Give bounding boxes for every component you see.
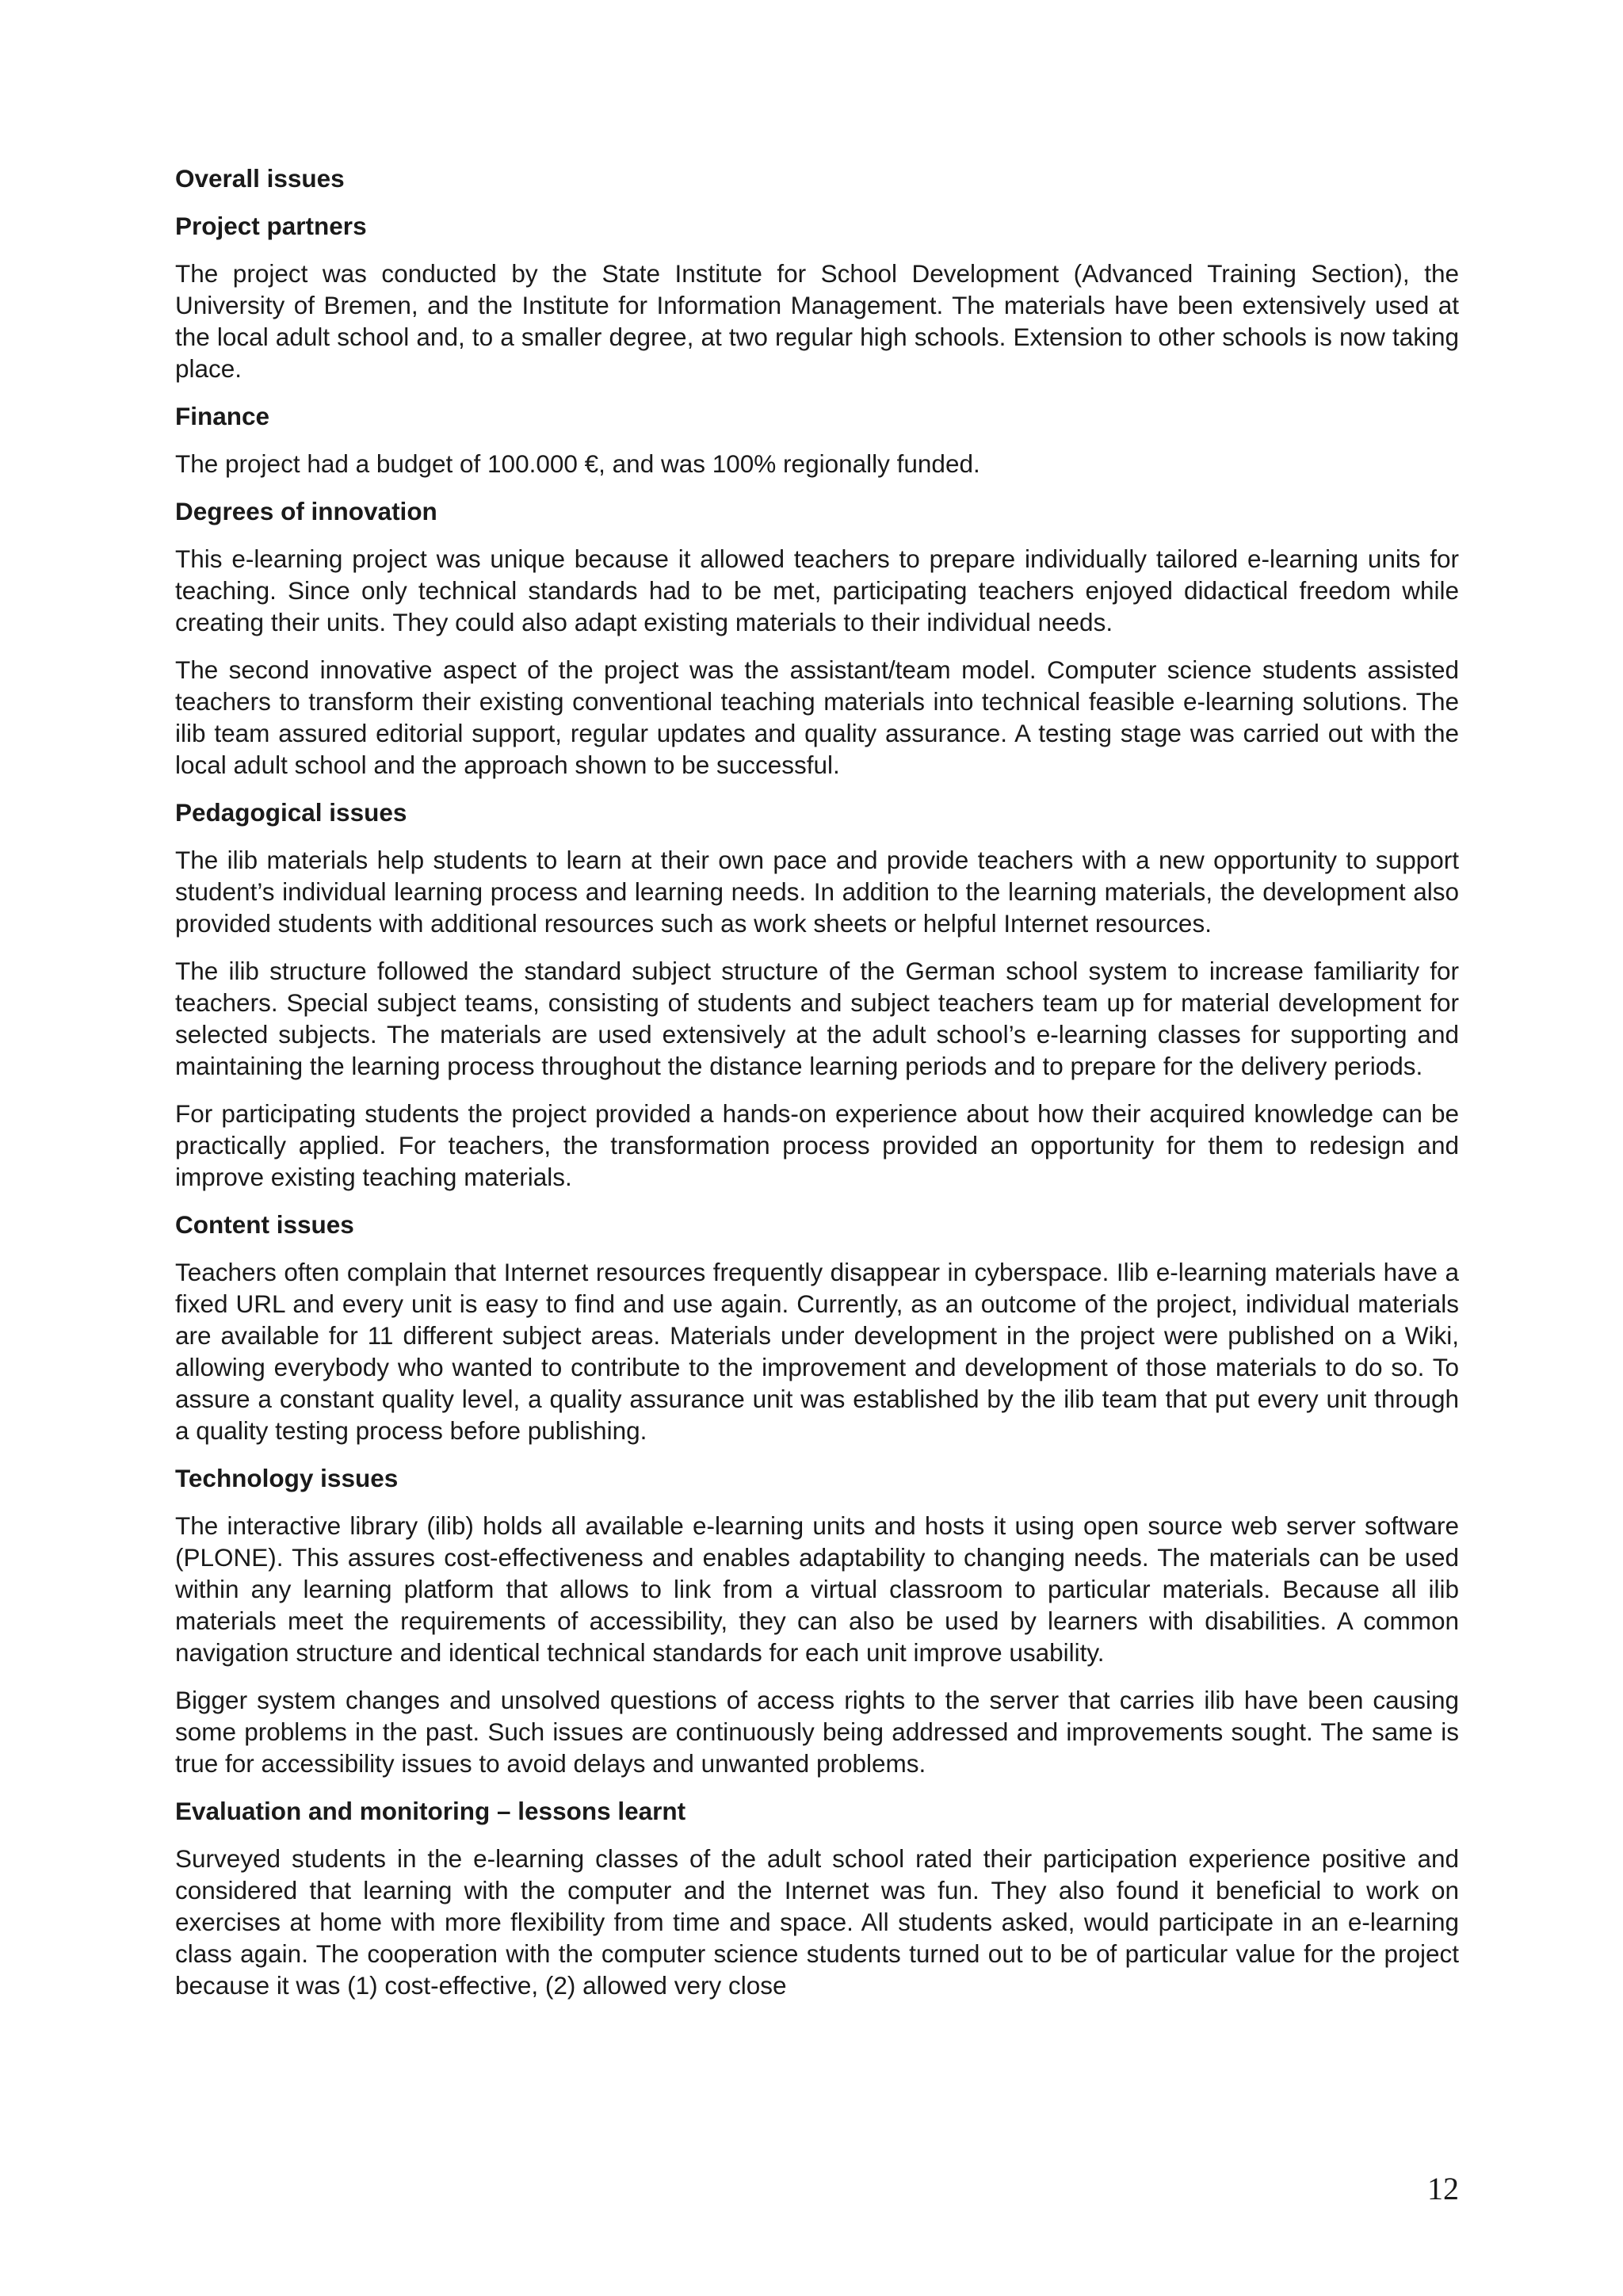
paragraph-pedagogical-3: For participating students the project provided a hands-on experience about how their acquired knowledge can be practically applied. For teachers, the transformation process provided an opportunity for them to redesign and improve existing teaching materials. xyxy=(175,1099,1459,1191)
paragraph-technology-1: The interactive library (ilib) holds all available e-learning units and hosts it using open source web server software (PLONE). This assures cost-effectiveness and enables adaptability to changing needs. The materials can be used within any learning platform that allows to link from a virtual classroom to particular materials. Because all ilib materials meet the requirements of accessibility, they can also be used by learners with disabilities. A common navigation structure and identical technical standards for each unit improve usability. xyxy=(175,1511,1459,1667)
heading-content-issues: Content issues xyxy=(175,1210,354,1239)
heading-pedagogical-issues: Pedagogical issues xyxy=(175,798,407,827)
paragraph-finance: The project had a budget of 100.000 €, and was 100% regionally funded. xyxy=(175,449,980,478)
heading-degrees-of-innovation: Degrees of innovation xyxy=(175,497,437,525)
paragraph-evaluation: Surveyed students in the e-learning classes of the adult school rated their participation experience positive and considered that learning with the computer and the Internet was fun. They also found it beneficial to work on exercises at home with more flexibility from time and space. All students asked, would participate in an e-learning class again. The cooperation with the computer science students turned out to be of particular value for the project because it was (1) cost-effective, (2) allowed very close xyxy=(175,1844,1459,2000)
heading-evaluation-monitoring: Evaluation and monitoring – lessons learnt xyxy=(175,1797,686,1825)
paragraph-project-partners: The project was conducted by the State Institute for School Development (Advanced Training Section), the University of Bremen, and the Institute for Information Management. The materials have been extensively used at the local adult school and, to a smaller degree, at two regular high schools. Extension to other schools is now taking place. xyxy=(175,259,1459,383)
paragraph-content: Teachers often complain that Internet resources frequently disappear in cyberspace. Ilib e-learning materials have a fixed URL and every unit is easy to find and use again. Currently, as an outcome of the project, individual materials are available for 11 different subject areas. Materials under development in the project were published on a Wiki, allowing everybody who wanted to contribute to the improvement and development of those materials to do so. To assure a constant quality level, a quality assurance unit was established by the ilib team that put every unit through a quality testing process before publishing. xyxy=(175,1258,1459,1445)
paragraph-innovation-2: The second innovative aspect of the project was the assistant/team model. Computer science students assisted teachers to transform their existing conventional teaching materials into technical feasible e-learning solutions. The ilib team assured editorial support, regular updates and quality assurance. A testing stage was carried out with the local adult school and the approach shown to be successful. xyxy=(175,655,1459,779)
heading-finance: Finance xyxy=(175,402,270,430)
heading-project-partners: Project partners xyxy=(175,212,367,240)
page-number: 12 xyxy=(1427,2171,1459,2206)
heading-technology-issues: Technology issues xyxy=(175,1464,399,1492)
page-body xyxy=(175,162,1459,2001)
paragraph-pedagogical-1: The ilib materials help students to learn at their own pace and provide teachers with a new opportunity to support student’s individual learning process and learning needs. In addition to the learning materials, the development also provided students with additional resources such as work sheets or helpful Internet resources. xyxy=(175,846,1459,938)
paragraph-pedagogical-2: The ilib structure followed the standard subject structure of the German school system to increase familiarity for teachers. Special subject teams, consisting of students and subject teachers team up for material development for selected subjects. The materials are used extensively at the adult school’s e-learning classes for supporting and maintaining the learning process throughout the distance learning periods and to prepare for the delivery periods. xyxy=(175,957,1459,1080)
heading-overall-issues: Overall issues xyxy=(175,164,345,193)
paragraph-technology-2: Bigger system changes and unsolved questions of access rights to the server that carries ilib have been causing some problems in the past. Such issues are continuously being addressed and improvements sought. The same is true for accessibility issues to avoid delays and unwanted problems. xyxy=(175,1686,1459,1778)
paragraph-innovation-1: This e-learning project was unique because it allowed teachers to prepare individually tailored e-learning units for teaching. Since only technical standards had to be met, participating teachers enjoyed didactical freedom while creating their units. They could also adapt existing materials to their individual needs. xyxy=(175,544,1459,636)
